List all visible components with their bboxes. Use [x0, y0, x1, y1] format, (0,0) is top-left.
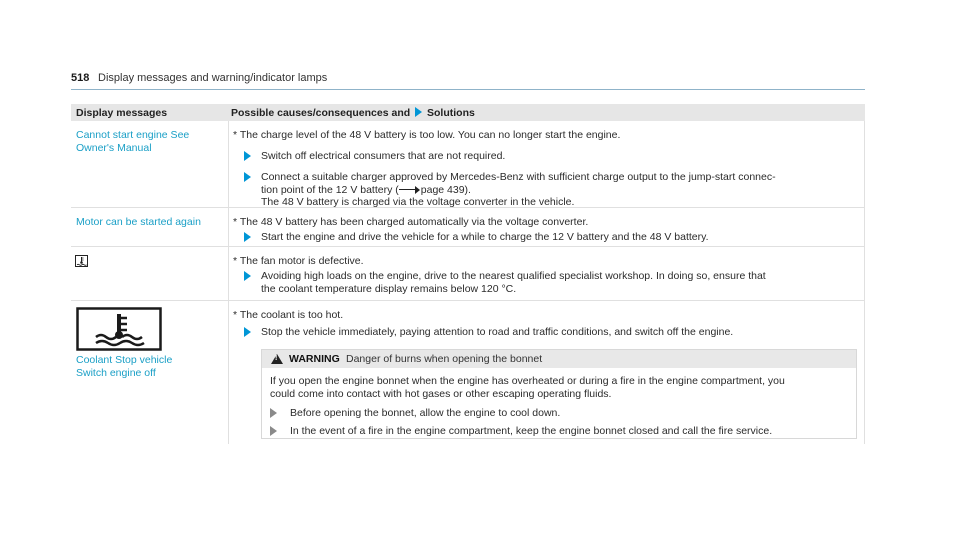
- cause-text: * The charge level of the 48 V battery is too low. You can no longer start the engine.: [233, 129, 621, 141]
- warning-title: WARNING: [289, 353, 340, 365]
- bullet-arrow-icon: [244, 172, 251, 182]
- solution-text: Stop the vehicle immediately, paying attention to road and traffic conditions, and switch off the engine.: [261, 326, 734, 338]
- page-title: Display messages and warning/indicator lamps: [98, 72, 328, 84]
- warning-box: [261, 349, 857, 439]
- warning-triangle-icon: [271, 354, 283, 364]
- bullet-arrow-icon: [244, 151, 251, 161]
- table-header: [71, 104, 865, 121]
- page-header: [71, 72, 865, 90]
- coolant-warning-icon: [76, 307, 162, 351]
- message-coolant-stop: [76, 354, 172, 379]
- message-line: Cannot start engine See: [76, 129, 190, 141]
- header-divider: [71, 89, 865, 90]
- col-header-causes-label: Possible causes/consequences and: [231, 107, 411, 119]
- coolant-temperature-icon: [75, 255, 88, 267]
- message-cannot-start: [76, 129, 189, 154]
- solution-item: [261, 270, 766, 295]
- solution-arrow-icon: [415, 107, 422, 117]
- col-header-messages: Display messages: [76, 107, 168, 119]
- solution-item: [261, 171, 776, 209]
- bullet-arrow-icon: [244, 232, 251, 242]
- table-row: [71, 301, 865, 444]
- message-line: Coolant Stop vehicle: [76, 354, 173, 366]
- cause-text: * The fan motor is defective.: [233, 255, 364, 267]
- warning-header: [262, 350, 856, 368]
- bullet-arrow-icon: [244, 327, 251, 337]
- cause-text: * The 48 V battery has been charged automatically via the voltage converter.: [233, 216, 589, 228]
- message-motor-restart: Motor can be started again: [76, 216, 201, 228]
- col-header-causes: [231, 107, 475, 119]
- message-line: Switch engine off: [76, 366, 156, 379]
- solution-text-part: tion point of the 12 V battery (: [261, 183, 399, 196]
- col-header-solutions-label: Solutions: [427, 107, 475, 119]
- warning-description: Danger of burns when opening the bonnet: [346, 353, 543, 365]
- page-number: 518: [71, 72, 90, 84]
- warning-text: [270, 375, 850, 400]
- solution-text: Switch off electrical consumers that are not required.: [261, 150, 506, 162]
- table-row: [71, 208, 865, 247]
- warning-solution-item: [290, 407, 560, 420]
- bullet-arrow-icon: [244, 271, 251, 281]
- solution-text: Start the engine and drive the vehicle for a while to charge the 12 V battery and the 48 V battery.: [261, 231, 709, 243]
- solution-text: The 48 V battery is charged via the voltage converter in the vehicle.: [261, 196, 575, 208]
- display-messages-table: [71, 104, 865, 444]
- cause-text: * The coolant is too hot.: [233, 309, 344, 321]
- warning-solution-item: [290, 425, 772, 438]
- page-reference-link[interactable]: page 439).: [420, 183, 471, 196]
- table-row: [71, 121, 865, 208]
- message-line: Owner's Manual: [76, 141, 152, 154]
- solution-text: In the event of a fire in the engine compartment, keep the engine bonnet closed and call the fire service.: [290, 425, 773, 437]
- bullet-arrow-icon: [270, 408, 277, 418]
- page-reference-arrow-icon[interactable]: [399, 186, 421, 194]
- table-row: [71, 247, 865, 301]
- solution-item: [261, 150, 505, 163]
- solution-item: [261, 326, 733, 339]
- bullet-arrow-icon: [270, 426, 277, 436]
- warning-text-line: If you open the engine bonnet when the engine has overheated or during a fire in the engine compartment, you: [270, 375, 785, 387]
- solution-text: Before opening the bonnet, allow the engine to cool down.: [290, 407, 561, 419]
- solution-text: Connect a suitable charger approved by Mercedes-Benz with sufficient charge output to the jump-start connec-: [261, 171, 776, 183]
- warning-text-line: could come into contact with hot gases or other escaping operating fluids.: [270, 387, 612, 400]
- solution-text: Avoiding high loads on the engine, drive to the nearest qualified specialist workshop. In doing so, ensure that: [261, 270, 766, 282]
- solution-text: the coolant temperature display remains below 120 °C.: [261, 282, 517, 295]
- solution-item: [261, 231, 709, 244]
- solution-text: [261, 184, 776, 197]
